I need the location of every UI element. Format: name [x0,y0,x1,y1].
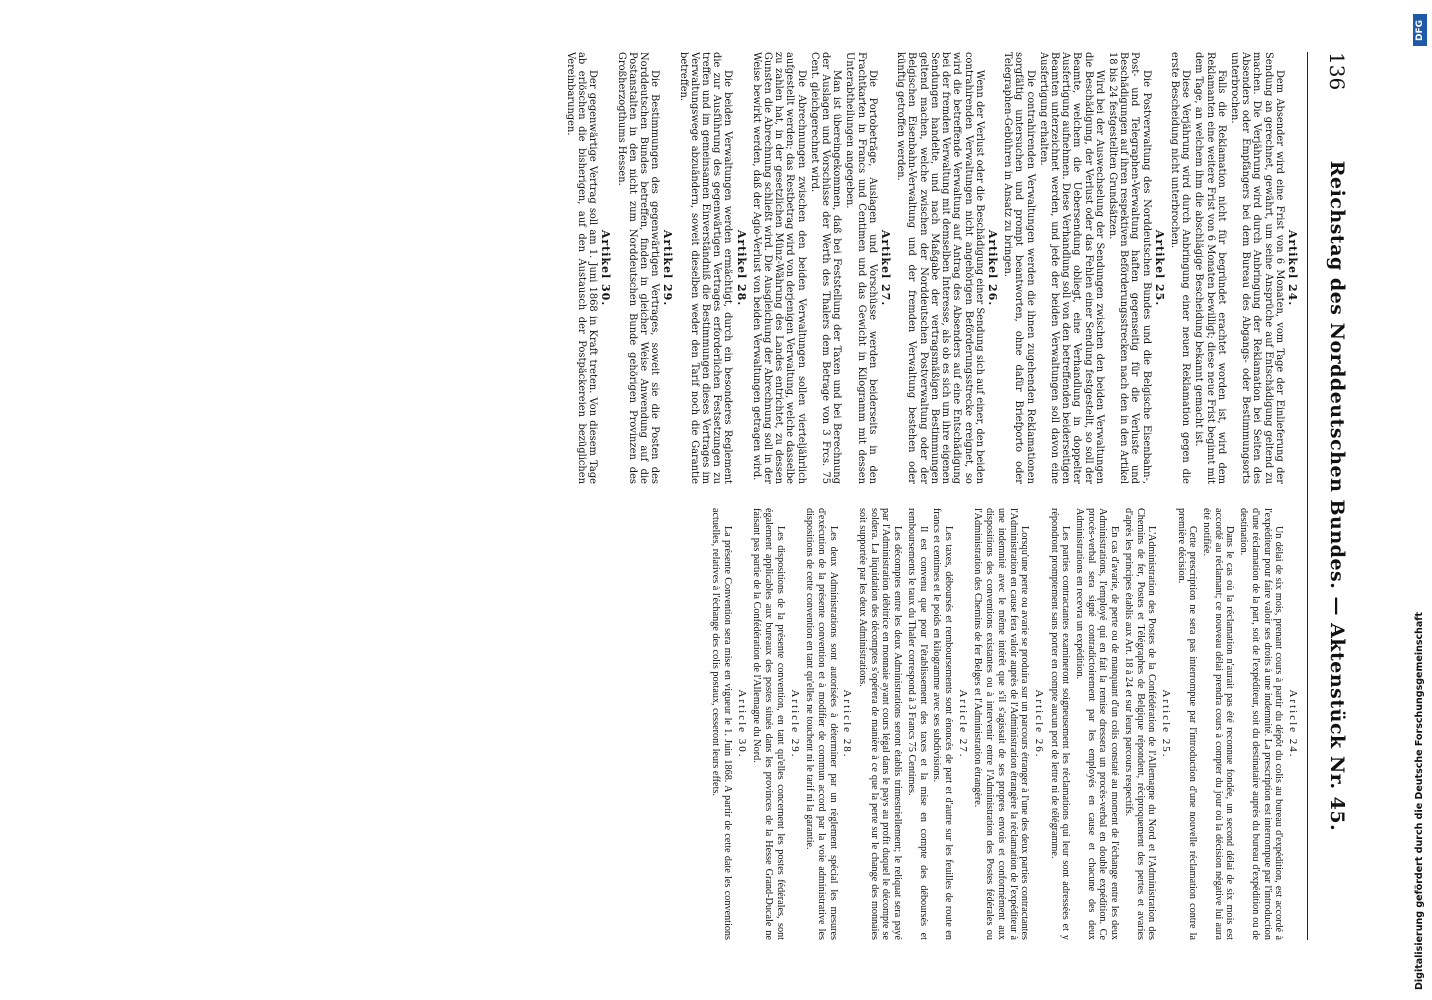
article-29-paragraph-fr: Les dispositions de la présente convention, en tant qu'elles concernent les postes fédérales, sont également applicables aux bureaux des postes situés dans les provinces de la Hesse Grand-Ducale ne faisant pas partie de la Confédération de l'Allemagne du Nord. [751,508,786,940]
article-25-paragraph-fr: En cas d'avarie, de perte ou de manquant d'un colis constaté au moment de l'échange entre les deux Administrations, l'employé qui en fait la remise dressera un procès-verbal en double expédition. Ce procès-verbal sera signé contradictoirement par les employés en cause et chacune des deux Administrations en recevra un expédition. [1074,508,1121,940]
article-26-title-de: Artikel 26. [985,229,999,307]
page-header [1307,52,1348,940]
article-30-title-de: Artikel 30. [599,229,613,307]
article-27-title-de: Artikel 27. [879,229,893,307]
running-title: Reichstag des Norddeutschen Bundes. — Aktenstück Nr. 45. [1326,160,1348,832]
article-27-paragraph-de: Die Portobeträge, Auslagen und Vorschüsse werden beiderseits in den Frachtkarten in Francs und Centimen und das Gewicht in Kilogramm mit dessen Unterabtheilungen angegeben. [844,52,878,484]
article-25-paragraph-de: Die Postverwaltung des Norddeutschen Bundes und die Belgische Eisenbahn-, Post- und Telegraphen-Verwaltung haften gegenseitig für die Verluste und Beschädigungen auf ihren respektiven Beförderungsstrecken nach den in den Artikel 18 bis 24 festgestellten Grundsätzen. [1106,52,1152,484]
article-27-paragraph-de: Die Abrechnungen zwischen den beiden Verwaltungen sollen vierteljährlich aufgestellt werden; das Restbetrag wird von derjenigen Verwaltung, welche dasselbe zu zahlen hat, in der gesetzlichen Münz-Währung des Landes entrichtet, zu dessen Gunsten die Abrechnung schließt wird. Die Ausgleichung der Abrechnung soll in der Weise bewirkt werden, daß der Agio-Verlust von beiden Verwaltungen getragen wird. [750,52,807,484]
article-26-paragraph-de: Wenn der Verlust oder die Beschädigung einer Sendung sich auf einer, den beiden contrahirenden Verwaltungen nicht angehörigen Beförderungsstrecke ereignet, so wird die betreffende Verwaltung auf Antrag des Absenders auf eine Entschädigung bei der fremden Verwaltung mit demselben Interesse, als ob es sich um ihre eigenen Sendungen handelte, und nach Maßgabe der vertragsmäßigen Bestimmungen geltend machen, welche zwischen der Norddeutschen Postverwaltung oder der Belgischen Eisenbahn-Verwaltung und der fremden Verwaltung bestehen oder künftig getroffen werden. [895,52,985,484]
article-24-paragraph-fr: Cette prescription ne sera pas interrompue par l'introduction d'une nouvelle réclamation contre la première décision. [1175,508,1199,940]
article-30-title-fr: Article 30. [735,689,748,759]
article-27-paragraph-fr: Les taxes, déboursés et remboursements sont énoncés de part et d'autre sur les feuilles de route en francs et centimes et le poids en kilogramme avec ses subdivisions. [931,508,955,940]
german-text-column [46,52,1302,484]
article-25-paragraph-fr: L'Administration des Postes de la Confédération de l'Allemagne du Nord et l'Administration des Chemins de fer, Postes et Télégraphes de Belgique répondent, réciproquement des pertes et avaries d'après les principes établis aux Art. 18 à 24 et sur leurs parcours respectifs. [1122,508,1158,940]
article-30-paragraph-de: Der gegenwärtige Vertrag soll am 1. Juni 1868 in Kraft treten. Von diesem Tage ab erlöschen die bisherigen, auf den Austausch der Postpäckereien bezüglichen Vereinbarungen. [564,52,599,484]
article-24-paragraph-de: Falls die Reklamation nicht für begründet erachtet worden ist, wird dem Reklamanten eine weitere Frist von 6 Monaten bewilligt; diese neue Frist beginnt mit dem Tage, an welchem ihm die abschlägige Bescheidung bekannt gemacht ist. [1193,52,1227,484]
article-25-paragraph-fr: Les parties contractantes examineront soigneusement les réclamations qui leur sont adressées et y répondront promptement sans porter en compte aucun port de lettre ni de télégramme. [1048,508,1072,940]
article-26-title-fr: Article 26. [1032,689,1045,759]
article-24-title-fr: Article 24. [1287,689,1299,759]
article-26-paragraph-fr: Lorsqu'une perte ou avarie se produira sur un parcours étranger à l'une des deux parties contractantes l'Administration en cause fera valoir auprès de l'Administration étrangère la réclamation de l'expéditeur à une indemnité avec le même intérêt que s'il s'agissait de ses propres envois et conformément aux dispositions des conventions existantes ou à intervenir entre l'Administration des Postes fédérales ou l'Administration des Chemins de fer Belges et l'Administration étrangère. [972,508,1031,940]
french-text-column [46,508,1302,940]
article-24-title-de: Artikel 24. [1286,229,1299,307]
article-25-title-de: Artikel 25. [1152,229,1166,307]
article-24-paragraph-fr: Dans le cas où la réclamation n'aurait pas été reconnue fondée, un second délai de six mois est accordé au réclamant; ce nouveau délai prendra cours à compter du jour où la décision négative lui aura été notifiée. [1201,508,1236,940]
article-28-title-de: Artikel 28. [734,229,748,307]
article-27-paragraph-de: Man ist übereingekommen, daß bei Feststellung der Taxen und bei Berechnung der Auslagen und Vorschüsse der Werth des Thalers dem Betrage von 3 Frcs. 75 Cent. gleichgerechnet wird. [808,52,843,484]
article-28-paragraph-fr: Les deux Administrations sont autorisées à déterminer par un règlement spécial les mesures d'exécution de la présente convention et à modifier de commun accord par la voie administrative les dispositions de cette convention en tant qu'elles ne touchent ni le tarif ni la garantie. [804,508,839,940]
article-29-title-fr: Article 29. [788,689,801,759]
article-28-paragraph-de: Die beiden Verwaltungen werden ermächtigt, durch ein besonderes Reglement die zur Ausführung des gegenwärtigen Vertrages erforderlichen Festsetzungen zu treffen und im gemeinsamen Einverständniß die Bestimmungen dieses Vertrages im Verwaltungswege abzuändern, soweit dieselben weder den Tarif noch die Garantie betreffen. [677,52,734,484]
article-27-paragraph-fr: Il est convenu que pour l'établissement des taxes et la mise en compte des déboursés et remboursements le taux du Thaler correspond à 3 Francs 75 Centimes. [905,508,929,940]
article-29-title-de: Artikel 29. [661,229,675,307]
digitization-credit: Digitalisierung gefördert durch die Deutsche Forschungsgemeinschaft [1414,612,1425,990]
article-25-paragraph-de: Wird bei der Auswechselung der Sendungen zwischen den beiden Verwaltungen die Beschädigung, der Verlust oder das Fehlen einer Sendung festgestellt, so soll der Beamte, welchem die Uebersendung obliegt, eine Verhandlung in doppelter Ausfertigung aufnehmen. Diese Verhandlung soll von den betreffenden beiderseitigen Beamten unterzeichnet werden, und jede der beiden Verwaltungen soll davon eine Ausfertigung erhalten. [1037,52,1105,484]
article-27-title-fr: Article 27. [956,689,969,759]
article-29-paragraph-de: Die Bestimmungen des gegenwärtigen Vertrages, soweit sie die Posten des Norddeutschen Bundes betreffen, finden in gleicher Weise Anwendung auf die Postanstalten in den nicht zum Norddeutschen Bunde gehörigen Provinzen des Großherzogthums Hessen. [615,52,661,484]
article-25-paragraph-de: Die contrahirenden Verwaltungen werden die ihnen zugehenden Reklamationen sorgfältig untersuchen und prompt beantworten, ohne dafür Briefporto oder Telegraphen-Gebühren in Ansatz zu bringen. [1002,52,1036,484]
dfg-logo: DFG [1413,14,1427,46]
article-25-title-fr: Article 25. [1159,689,1172,759]
article-27-paragraph-fr: Les décomptes entre les deux Administrations seront établis trimestriellement; le reliquat sera payé par l'Administration débitrice en monnaie ayant cours légal dans le pays au profit duquel le décompte se soldera. La liquidation des décomptes s'opérera de manière à ce que la perte sur le change des monnaies soit supportée par les deux Administrations. [857,508,904,940]
article-24-paragraph-fr: Un délai de six mois, prenant cours à partir du dépôt du colis au bureau d'expédition, est accordé à l'expéditeur pour faire valoir ses droits à une indemnité. La prescription est interrompue par l'introduction d'une réclamation de la part, soit de l'expéditeur, soit du destinataire auprès du bureau d'expédition ou de destination. [1238,508,1285,940]
article-28-title-fr: Article 28. [841,689,854,759]
page-number: 136 [1325,52,1349,91]
article-24-paragraph-de: Dem Absender wird eine Frist von 6 Monaten, vom Tage der Einlieferung der Sendung an gerechnet, gewährt, um seine Ansprüche auf Entschädigung geltend zu machen. Die Verjährung wird durch Anbringung der Reklamation bei Seiten des Absenders oder Empfängers bei dem Bureau des Abgangs- oder Bestimmungsorts unterbrochen. [1228,52,1285,484]
article-24-paragraph-de: Diese Verjährung wird durch Anbringung einer neuen Reklamation gegen die erste Bescheidung nicht unterbrochen. [1168,52,1192,484]
article-30-paragraph-fr: La présente Convention sera mise en vigueur le 1. Juin 1868. A partir de cette date les conventions actuelles, relatives à l'échange des colis postaux, cesseront leurs effets. [710,508,734,940]
